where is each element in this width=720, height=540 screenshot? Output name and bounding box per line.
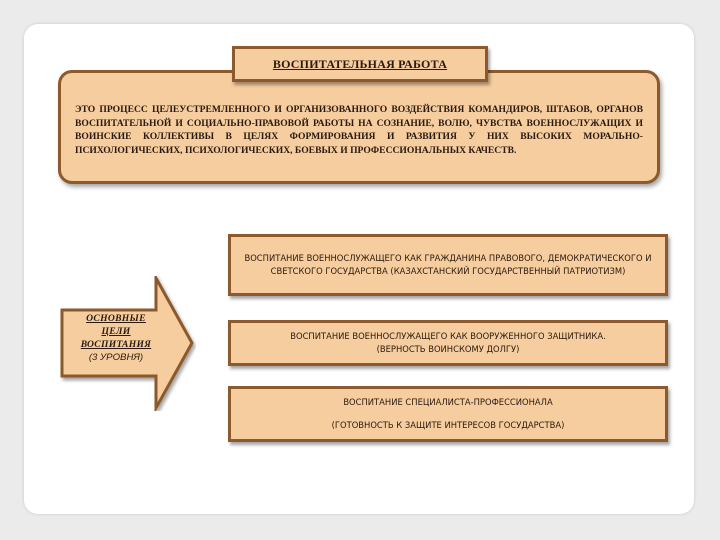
level-2-text: ВОСПИТАНИЕ ВОЕННОСЛУЖАЩЕГО КАК ВООРУЖЕННОГО ЗАЩИТНИКА. bbox=[290, 331, 606, 341]
page-title: ВОСПИТАТЕЛЬНАЯ РАБОТА bbox=[272, 56, 448, 71]
level-box-3 bbox=[228, 386, 668, 442]
goals-arrow bbox=[60, 276, 196, 411]
goals-line-1: ОСНОВНЫЕ bbox=[86, 313, 146, 324]
level-box-1 bbox=[228, 234, 668, 296]
level-box-2 bbox=[228, 320, 668, 366]
level-3-text: ВОСПИТАНИЕ СПЕЦИАЛИСТА-ПРОФЕССИОНАЛА bbox=[343, 397, 553, 407]
level-3-subtext: (ГОТОВНОСТЬ К ЗАЩИТЕ ИНТЕРЕСОВ ГОСУДАРСТВА) bbox=[331, 420, 565, 430]
goals-level-count: (3 УРОВНЯ) bbox=[88, 352, 144, 363]
definition-text: ЭТО ПРОЦЕСС ЦЕЛЕУСТРЕМЛЕННОГО И ОРГАНИЗОВАННОГО ВОЗДЕЙСТВИЯ КОМАНДИРОВ, ШТАБОВ, ОРГАНОВ ВОСПИТАТЕЛЬНОЙ И СОЦИАЛЬНО-ПРАВОВОЙ РАБОТЫ НА СОЗНАНИЕ, ВОЛЮ, ЧУВСТВА ВОЕННОСЛУЖАЩИХ И ВОИНСКИЕ КОЛЛЕКТИВЫ В ЦЕЛЯХ ФОРМИРОВАНИЯ И РАЗВИТИЯ У НИХ ВЫСОКИХ МОРАЛЬНО-ПСИХОЛОГИЧЕСКИХ, ПСИХОЛОГИЧЕСКИХ, БОЕВЫХ И ПРОФЕССИОНАЛЬНЫХ КАЧЕСТВ. bbox=[75, 104, 643, 156]
level-2-subtext: (ВЕРНОСТЬ ВОИНСКОМУ ДОЛГУ) bbox=[376, 344, 520, 354]
goals-line-2: ЦЕЛИ bbox=[101, 326, 131, 337]
level-1-text: ВОСПИТАНИЕ ВОЕННОСЛУЖАЩЕГО КАК ГРАЖДАНИНА ПРАВОВОГО, ДЕМОКРАТИЧЕСКОГО И СВЕТСКОГО ГОСУДАРСТВА (КАЗАХСТАНСКИЙ ГОСУДАРСТВЕННЫЙ ПАТРИОТИЗМ) bbox=[244, 253, 652, 276]
definition-box bbox=[58, 70, 660, 184]
goals-line-3: ВОСПИТАНИЯ bbox=[80, 339, 152, 350]
title-box bbox=[232, 46, 488, 82]
goals-label bbox=[64, 312, 168, 364]
